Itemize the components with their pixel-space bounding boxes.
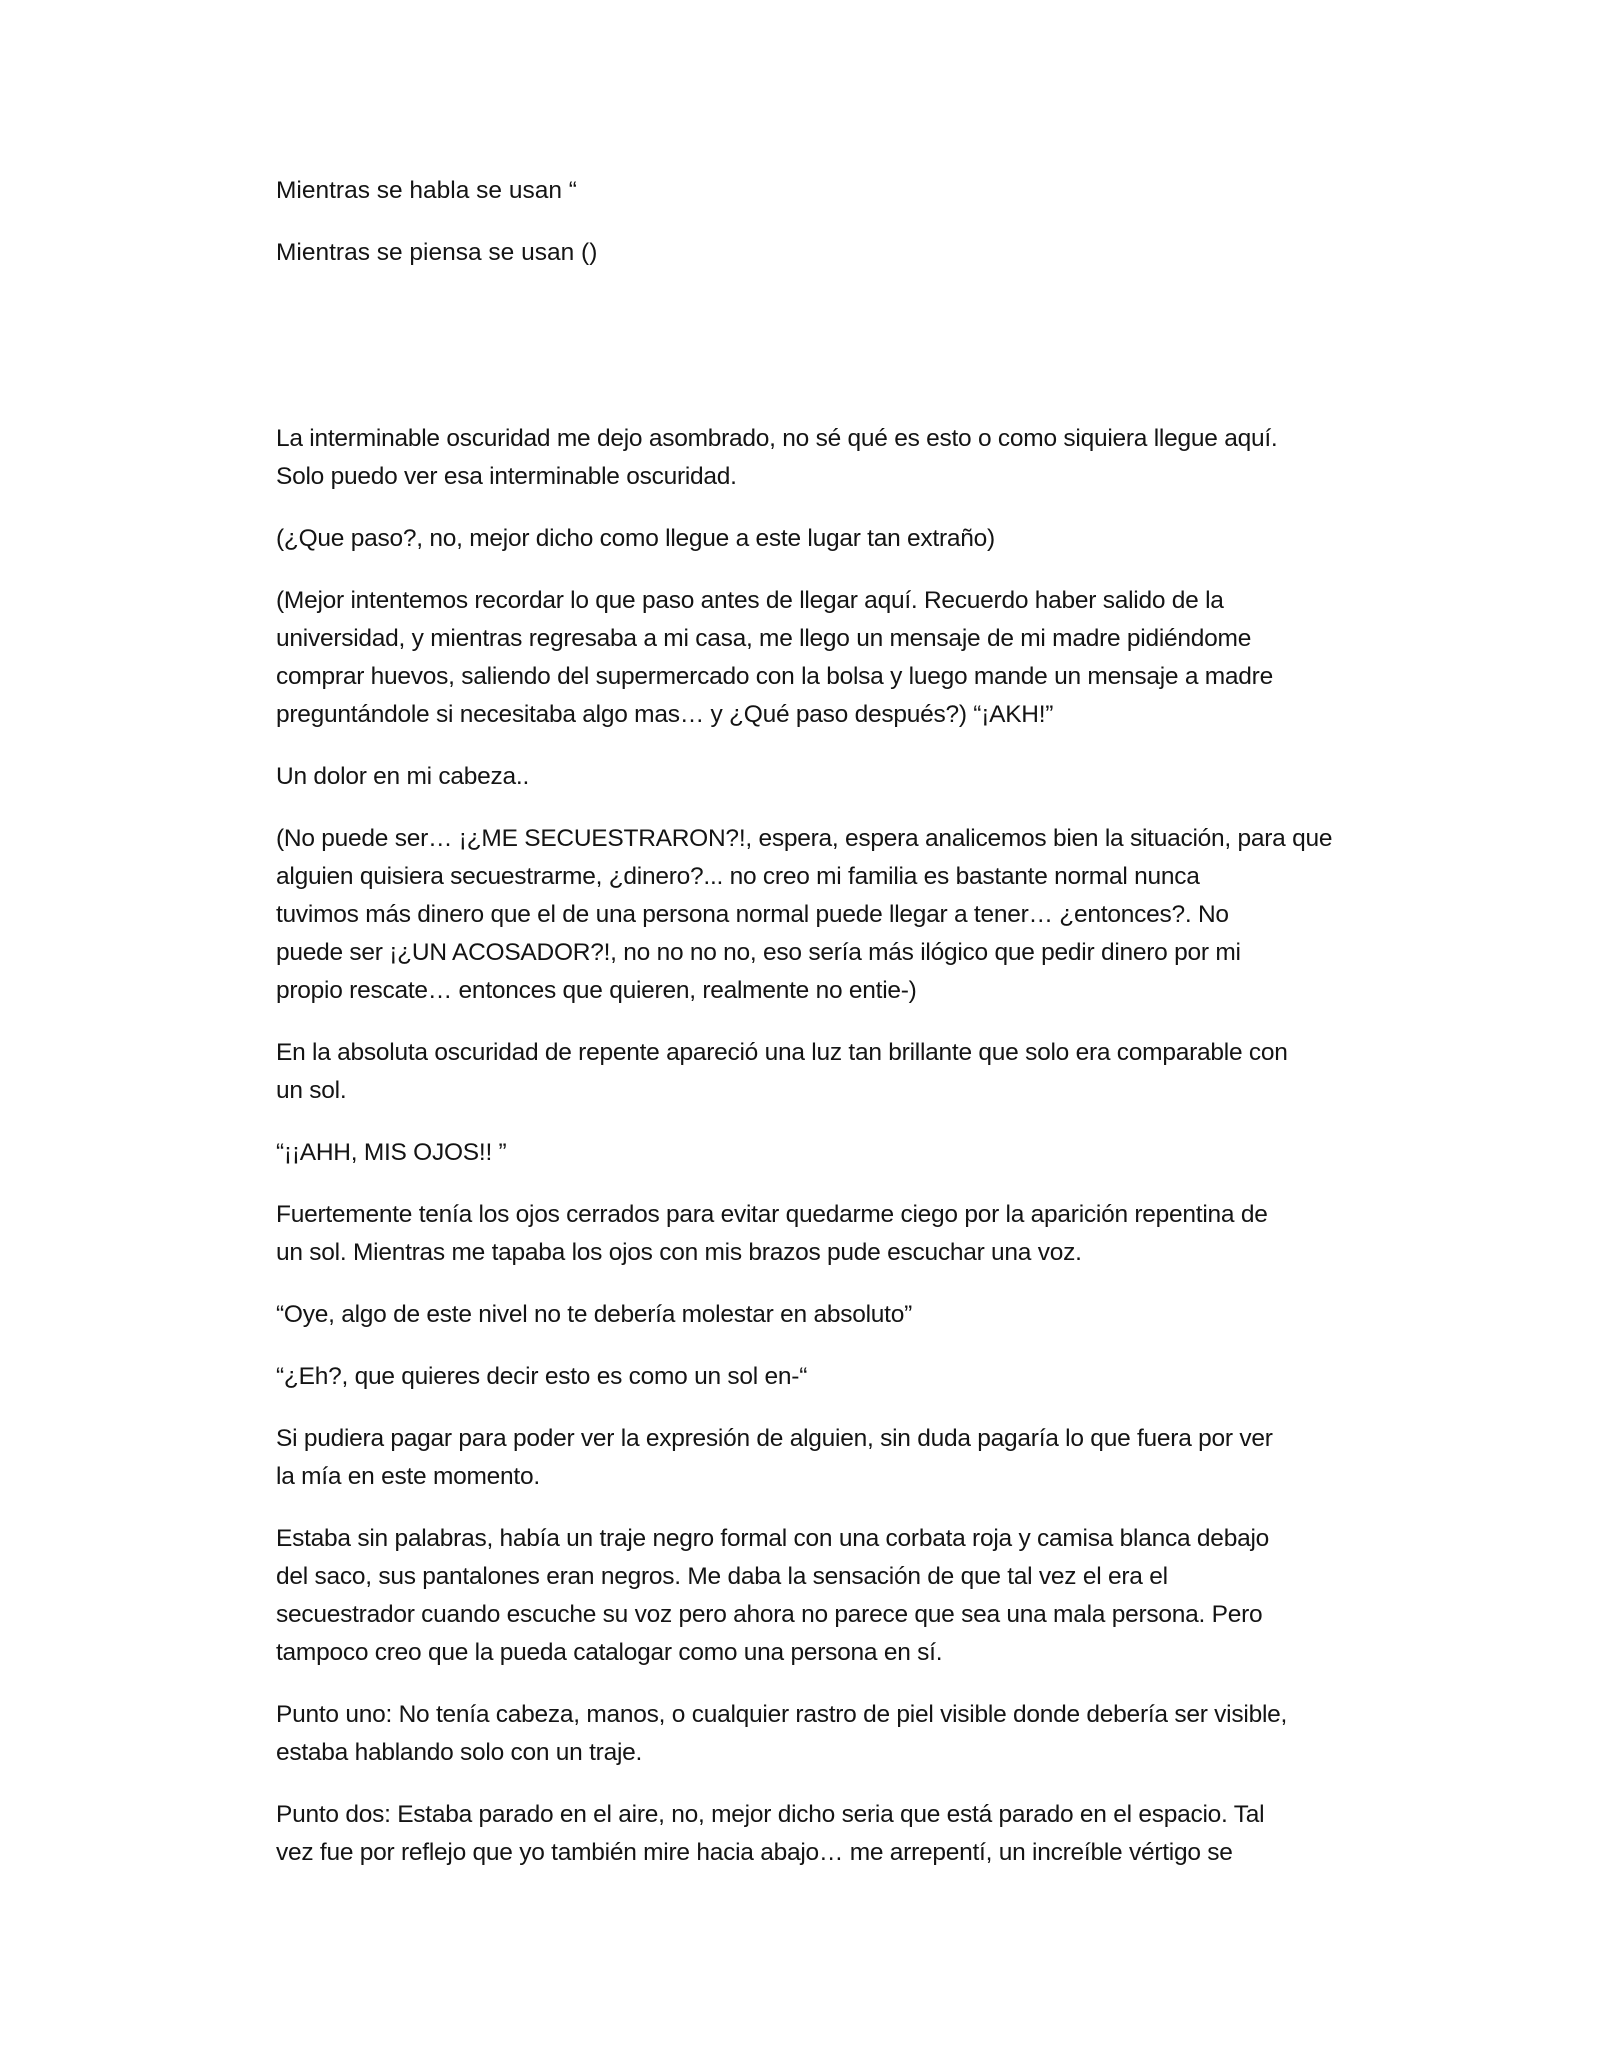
paragraph-line: La interminable oscuridad me dejo asombrado, no sé qué es esto o como siquiera llegue aquí. — [276, 425, 1278, 452]
paragraph-line: comprar huevos, saliendo del supermercado con la bolsa y luego mande un mensaje a madre — [276, 663, 1273, 690]
paragraph-line: universidad, y mientras regresaba a mi casa, me llego un mensaje de mi madre pidiéndome — [276, 625, 1252, 652]
paragraph-line: Punto uno: No tenía cabeza, manos, o cualquier rastro de piel visible donde debería ser visible, — [276, 1701, 1288, 1728]
paragraph-line: puede ser ¡¿UN ACOSADOR?!, no no no no, eso sería más ilógico que pedir dinero por mi — [276, 939, 1241, 966]
story-paragraph — [276, 1520, 1326, 1672]
story-body — [276, 420, 1333, 1896]
paragraph-line: un sol. — [276, 1077, 347, 1104]
paragraph-line: “Oye, algo de este nivel no te debería molestar en absoluto” — [276, 1301, 912, 1328]
paragraph-line: del saco, sus pantalones eran negros. Me daba la sensación de que tal vez el era el — [276, 1563, 1168, 1590]
story-paragraph — [276, 1196, 1326, 1272]
story-paragraph — [276, 1420, 1326, 1496]
paragraph-line: secuestrador cuando escuche su voz pero ahora no parece que sea una mala persona. Pero — [276, 1601, 1263, 1628]
note-speech-marks: Mientras se habla se usan “ — [276, 177, 577, 204]
paragraph-line: (Mejor intentemos recordar lo que paso antes de llegar aquí. Recuerdo haber salido de la — [276, 587, 1224, 614]
story-paragraph — [276, 1696, 1326, 1772]
paragraph-line: preguntándole si necesitaba algo mas… y ¿Qué paso después?) “¡AKH!” — [276, 701, 1054, 728]
paragraph-line: En la absoluta oscuridad de repente apareció una luz tan brillante que solo era comparable con — [276, 1039, 1288, 1066]
story-paragraph — [276, 1034, 1326, 1110]
paragraph-line: “¿Eh?, que quieres decir esto es como un sol en-“ — [276, 1363, 808, 1390]
paragraph-line: Si pudiera pagar para poder ver la expresión de alguien, sin duda pagaría lo que fuera por ver — [276, 1425, 1273, 1452]
story-paragraph — [276, 420, 1326, 496]
story-paragraph — [276, 520, 1326, 558]
paragraph-line: Estaba sin palabras, había un traje negro formal con una corbata roja y camisa blanca debajo — [276, 1525, 1270, 1552]
paragraph-line: Solo puedo ver esa interminable oscuridad. — [276, 463, 737, 490]
story-paragraph — [276, 1134, 1326, 1172]
story-paragraph — [276, 1796, 1326, 1872]
paragraph-line: Fuertemente tenía los ojos cerrados para evitar quedarme ciego por la aparición repentina de — [276, 1201, 1268, 1228]
story-paragraph — [276, 1358, 1326, 1396]
paragraph-line: estaba hablando solo con un traje. — [276, 1739, 643, 1766]
paragraph-line: propio rescate… entonces que quieren, realmente no entie-) — [276, 977, 917, 1004]
paragraph-line: tampoco creo que la pueda catalogar como una persona en sí. — [276, 1639, 943, 1666]
note-thought-marks: Mientras se piensa se usan () — [276, 239, 598, 266]
story-paragraph — [276, 758, 1326, 796]
paragraph-line: alguien quisiera secuestrarme, ¿dinero?... no creo mi familia es bastante normal nunca — [276, 863, 1200, 890]
story-paragraph — [276, 820, 1333, 1010]
story-paragraph — [276, 1296, 1326, 1334]
paragraph-line: tuvimos más dinero que el de una persona normal puede llegar a tener… ¿entonces?. No — [276, 901, 1229, 928]
paragraph-line: Un dolor en mi cabeza.. — [276, 763, 529, 790]
paragraph-line: (No puede ser… ¡¿ME SECUESTRARON?!, espera, espera analicemos bien la situación, para que — [276, 825, 1333, 852]
paragraph-line: un sol. Mientras me tapaba los ojos con mis brazos pude escuchar una voz. — [276, 1239, 1082, 1266]
story-paragraph — [276, 582, 1326, 734]
paragraph-line: la mía en este momento. — [276, 1463, 540, 1490]
paragraph-line: Punto dos: Estaba parado en el aire, no, mejor dicho seria que está parado en el espacio. Tal — [276, 1801, 1265, 1828]
paragraph-line: vez fue por reflejo que yo también mire hacia abajo… me arrepentí, un increíble vértigo se — [276, 1839, 1233, 1866]
paragraph-line: (¿Que paso?, no, mejor dicho como llegue a este lugar tan extraño) — [276, 525, 995, 552]
paragraph-line: “¡¡AHH, MIS OJOS!! ” — [276, 1139, 507, 1166]
